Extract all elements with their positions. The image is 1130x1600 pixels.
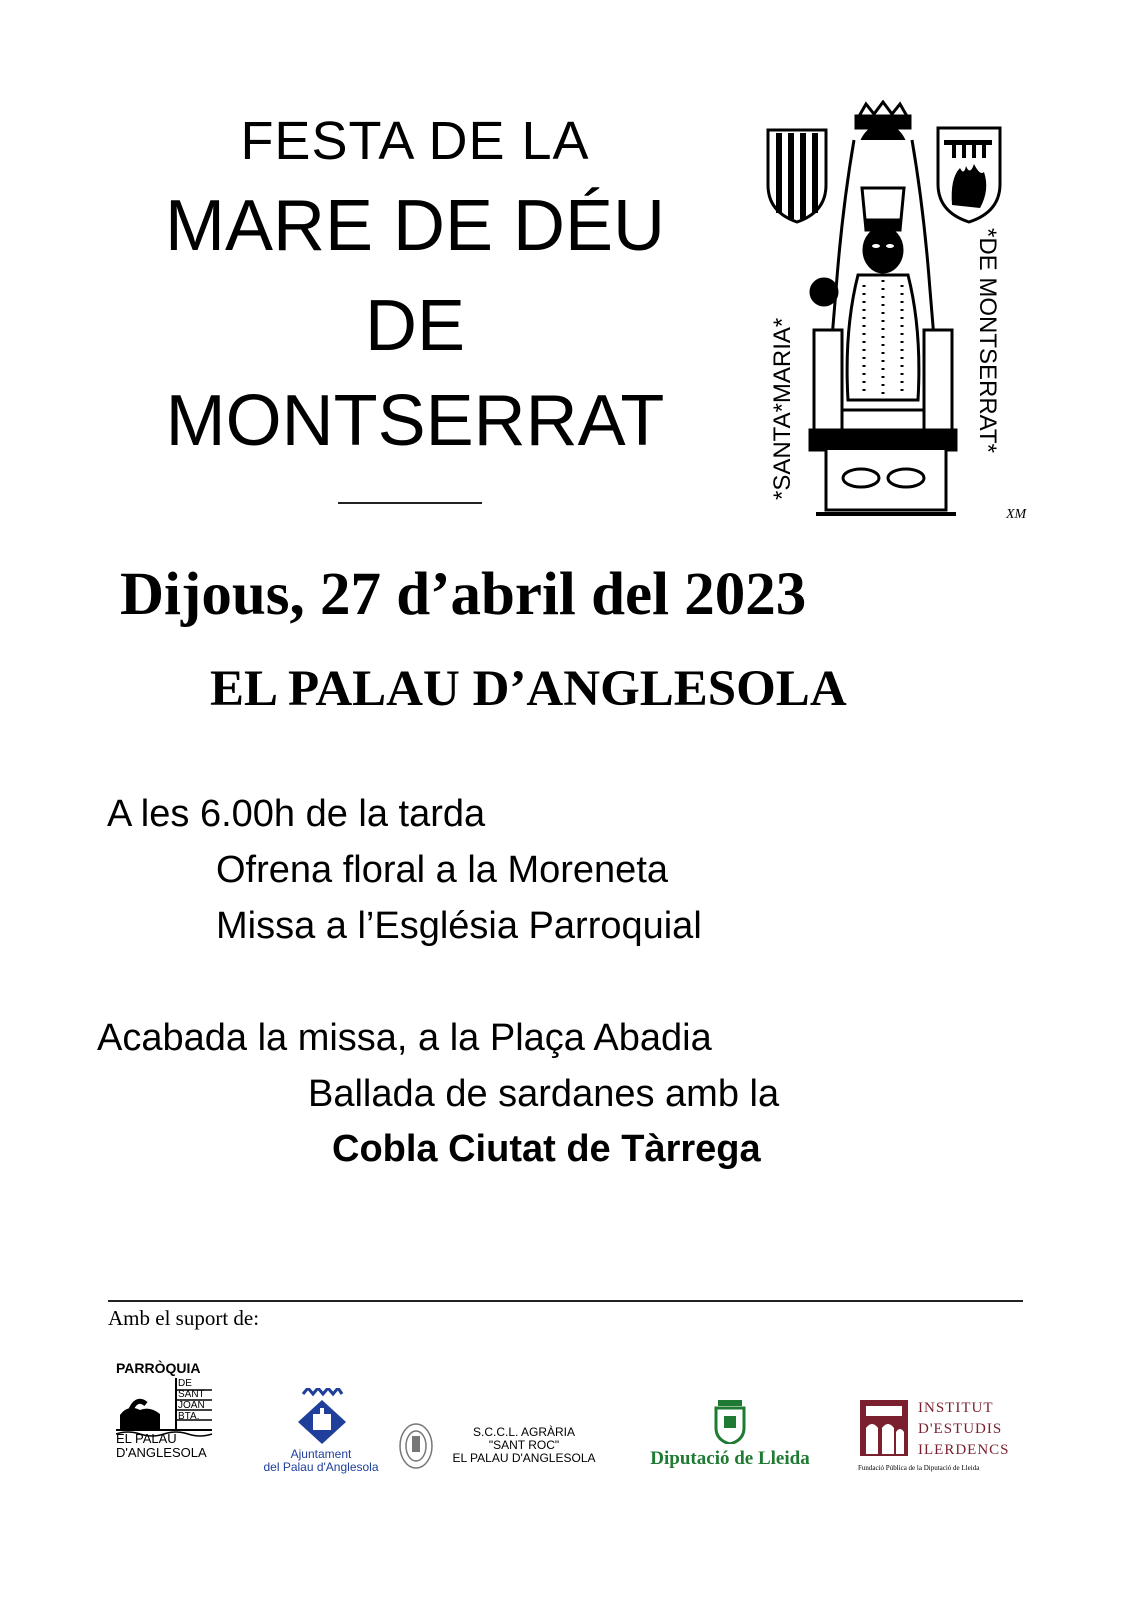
title-line-1: FESTA DE LA xyxy=(240,111,590,171)
iei-logo xyxy=(858,1398,1008,1478)
parroquia-bottom-text xyxy=(116,1432,207,1460)
title-line-4: MONTSERRAT xyxy=(165,381,665,461)
parroquia-side-4: BTA. xyxy=(178,1411,200,1422)
program-line-cobla: Cobla Ciutat de Tàrrega xyxy=(332,1128,761,1170)
parroquia-side-3: JOAN xyxy=(178,1400,205,1411)
parroquia-side-2: SANT xyxy=(178,1389,205,1400)
iei-text xyxy=(918,1398,1010,1461)
diputacio-text: Diputació de Lleida xyxy=(650,1448,810,1469)
ajuntament-shield-icon xyxy=(256,1388,386,1444)
program-line-offering: Ofrena floral a la Moreneta xyxy=(216,849,669,891)
artist-signature: XM xyxy=(1006,507,1027,522)
virgin-of-montserrat-illustration xyxy=(766,100,1032,530)
senyera-shield-icon xyxy=(768,130,826,222)
event-date: Dijous, 27 d’abril del 2023 xyxy=(120,561,807,628)
ajuntament-text xyxy=(256,1448,386,1474)
agraria-text xyxy=(444,1426,604,1465)
ajuntament-logo xyxy=(256,1388,386,1478)
iei-line-1: INSTITUT xyxy=(918,1400,994,1416)
program-line-mass: Missa a l’Església Parroquial xyxy=(216,905,702,947)
parroquia-bottom-2: D'ANGLESOLA xyxy=(116,1445,207,1460)
virgin-figure xyxy=(810,102,956,514)
iei-arch-icon xyxy=(858,1398,910,1458)
montserrat-shield-icon xyxy=(938,128,1000,222)
parroquia-title: PARRÒQUIA xyxy=(116,1360,201,1376)
virgin-of-montserrat-icon xyxy=(766,100,1032,530)
right-inscription: *DE MONTSERRAT* xyxy=(974,228,1001,453)
iei-line-2: D'ESTUDIS xyxy=(918,1421,1003,1437)
title-line-3: DE xyxy=(364,286,466,366)
title-divider xyxy=(338,502,482,504)
agraria-logo xyxy=(396,1420,606,1480)
agraria-line-1: S.C.C.L. AGRÀRIA xyxy=(472,1425,576,1439)
agraria-emblem-icon xyxy=(396,1422,436,1472)
title-line-2: MARE DE DÉU xyxy=(164,186,666,266)
support-label: Amb el suport de: xyxy=(108,1306,260,1330)
program-line-after-mass: Acabada la missa, a la Plaça Abadia xyxy=(97,1017,712,1059)
program-line-time: A les 6.00h de la tarda xyxy=(107,793,486,835)
parroquia-bottom-1: EL PALAU xyxy=(116,1431,177,1446)
footer-divider xyxy=(108,1300,1023,1302)
diputacio-shield-icon xyxy=(640,1398,820,1444)
ajuntament-line-2: del Palau d'Anglesola xyxy=(263,1460,379,1474)
iei-subtitle: Fundació Pública de la Diputació de Lleida xyxy=(858,1464,980,1472)
diputacio-logo xyxy=(640,1398,820,1478)
iei-line-3: ILERDENCS xyxy=(918,1442,1010,1458)
event-place: EL PALAU D’ANGLESOLA xyxy=(210,661,847,717)
agraria-line-2: "SANT ROC" xyxy=(488,1438,560,1452)
parroquia-side-1: DE xyxy=(178,1378,192,1389)
ajuntament-line-1: Ajuntament xyxy=(290,1447,352,1461)
left-inscription: *SANTA*MARIA* xyxy=(769,317,796,500)
program-line-sardanes: Ballada de sardanes amb la xyxy=(308,1073,780,1115)
parroquia-side-text xyxy=(178,1378,205,1422)
parroquia-logo xyxy=(116,1360,226,1460)
agraria-line-3: EL PALAU D'ANGLESOLA xyxy=(452,1451,596,1465)
